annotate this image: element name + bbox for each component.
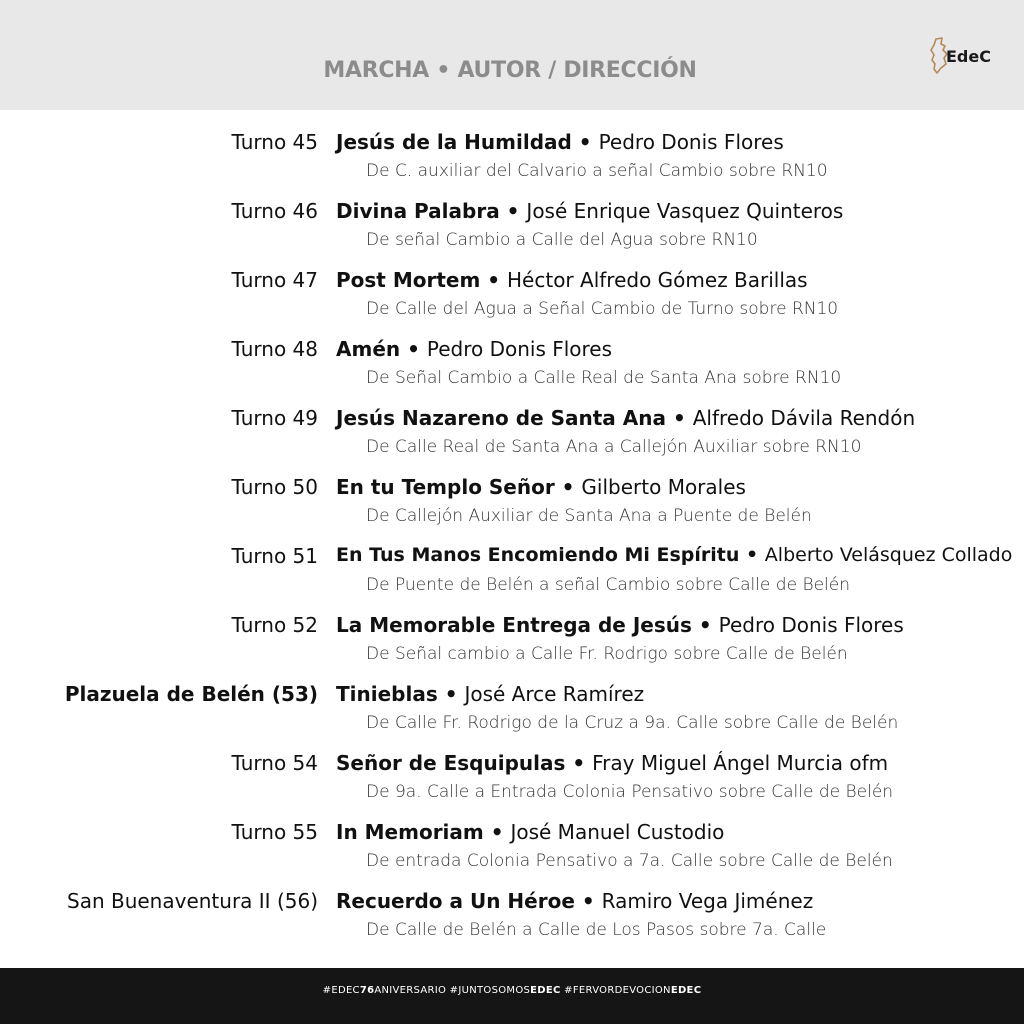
list-item xyxy=(0,613,1024,673)
list-item xyxy=(0,682,1024,742)
hashtag-aniversario-suffix: ANIVERSARIO xyxy=(374,985,447,996)
march-name: Jesús de la Humildad xyxy=(336,130,572,154)
separator: • xyxy=(400,337,427,361)
separator: • xyxy=(574,889,602,913)
route-text: De Calle Fr. Rodrigo de la Cruz a 9a. Calle sobre Calle de Belén xyxy=(366,713,899,733)
separator: • xyxy=(691,613,719,637)
march-line xyxy=(336,199,843,223)
march-name: En Tus Manos Encomiendo Mi Espíritu xyxy=(336,544,740,566)
march-line xyxy=(336,682,644,706)
hashtag-aniversario-prefix: #EDEC xyxy=(322,985,360,996)
march-name: In Memoriam xyxy=(336,820,484,844)
turn-label: Turno 45 xyxy=(231,130,318,154)
turn-label: Turno 54 xyxy=(231,751,318,775)
march-name: Amén xyxy=(336,337,401,361)
turn-label: Turno 55 xyxy=(231,820,318,844)
turn-label: Turno 52 xyxy=(231,613,318,637)
march-name: Jesús Nazareno de Santa Ana xyxy=(336,406,666,430)
hashtags xyxy=(0,985,1024,996)
march-line xyxy=(336,337,612,361)
turn-label: Turno 47 xyxy=(231,268,318,292)
hashtag-juntosomos-prefix: #JUNTOSOMOS xyxy=(446,985,531,996)
route-text: De C. auxiliar del Calvario a señal Cambio sobre RN10 xyxy=(366,161,828,181)
edec-logo xyxy=(928,36,1000,76)
march-name: Recuerdo a Un Héroe xyxy=(336,889,575,913)
hashtag-fervor-prefix: #FERVORDEVOCION xyxy=(560,985,671,996)
march-author: José Manuel Custodio xyxy=(510,820,725,844)
route-text: De Callejón Auxiliar de Santa Ana a Puente de Belén xyxy=(366,506,812,526)
page-title: MARCHA • AUTOR / DIRECCIÓN xyxy=(323,58,697,83)
turn-label: Plazuela de Belén (53) xyxy=(64,682,318,706)
separator: • xyxy=(739,544,765,566)
march-line xyxy=(336,751,888,775)
footer-bar xyxy=(0,968,1024,1024)
route-text: De 9a. Calle a Entrada Colonia Pensativo sobre Calle de Belén xyxy=(366,782,894,802)
march-line xyxy=(336,613,904,637)
list-item xyxy=(0,751,1024,811)
march-name: Tinieblas xyxy=(336,682,438,706)
march-name: Divina Palabra xyxy=(336,199,500,223)
route-text: De Puente de Belén a señal Cambio sobre Calle de Belén xyxy=(366,575,850,595)
list-item xyxy=(0,889,1024,949)
separator: • xyxy=(499,199,527,223)
march-author: Pedro Donis Flores xyxy=(718,613,904,637)
separator: • xyxy=(554,475,582,499)
march-author: Pedro Donis Flores xyxy=(598,130,784,154)
logo-text: EdeC xyxy=(946,47,991,66)
list-item xyxy=(0,475,1024,535)
separator: • xyxy=(565,751,593,775)
march-line xyxy=(336,406,915,430)
march-line xyxy=(336,130,784,154)
separator: • xyxy=(437,682,465,706)
turn-label: Turno 46 xyxy=(231,199,318,223)
route-text: De Señal cambio a Calle Fr. Rodrigo sobre Calle de Belén xyxy=(366,644,848,664)
march-line xyxy=(336,475,746,499)
list-item xyxy=(0,544,1024,604)
march-author: Alfredo Dávila Rendón xyxy=(692,406,916,430)
separator: • xyxy=(483,820,511,844)
route-text: De Calle Real de Santa Ana a Callejón Auxiliar sobre RN10 xyxy=(366,437,862,457)
hashtag-aniversario-number: 76 xyxy=(359,985,375,996)
hashtag-juntosomos-brand: EDEC xyxy=(530,985,561,996)
march-line xyxy=(336,889,813,913)
march-name: Señor de Esquipulas xyxy=(336,751,566,775)
turn-label: Turno 48 xyxy=(231,337,318,361)
march-line xyxy=(336,820,724,844)
march-name: La Memorable Entrega de Jesús xyxy=(336,613,692,637)
march-author: Alberto Velásquez Collado xyxy=(764,544,1013,566)
list-item xyxy=(0,130,1024,190)
march-author: Fray Miguel Ángel Murcia ofm xyxy=(592,751,889,775)
route-text: De señal Cambio a Calle del Agua sobre RN10 xyxy=(366,230,758,250)
march-author: Héctor Alfredo Gómez Barillas xyxy=(507,268,808,292)
list-item xyxy=(0,268,1024,328)
list-item xyxy=(0,820,1024,880)
march-author: Pedro Donis Flores xyxy=(426,337,613,361)
separator: • xyxy=(480,268,508,292)
march-author: José Arce Ramírez xyxy=(464,682,645,706)
separator: • xyxy=(665,406,693,430)
march-author: Gilberto Morales xyxy=(581,475,746,499)
route-text: De Calle del Agua a Señal Cambio de Turno sobre RN10 xyxy=(366,299,839,319)
list-item xyxy=(0,337,1024,397)
march-name: En tu Templo Señor xyxy=(336,475,555,499)
turn-label: Turno 50 xyxy=(231,475,318,499)
turn-label: Turno 49 xyxy=(231,406,318,430)
turn-label: Turno 51 xyxy=(231,544,318,568)
march-line xyxy=(336,544,1012,566)
separator: • xyxy=(571,130,599,154)
turn-label: San Buenaventura II (56) xyxy=(67,889,318,913)
list-item xyxy=(0,199,1024,259)
route-text: De entrada Colonia Pensativo a 7a. Calle sobre Calle de Belén xyxy=(366,851,893,871)
route-text: De Calle de Belén a Calle de Los Pasos sobre 7a. Calle xyxy=(366,920,827,940)
march-name: Post Mortem xyxy=(336,268,481,292)
hashtag-fervor-brand: EDEC xyxy=(670,985,702,996)
march-line xyxy=(336,268,808,292)
march-author: Ramiro Vega Jiménez xyxy=(601,889,814,913)
march-author: José Enrique Vasquez Quinteros xyxy=(526,199,844,223)
route-text: De Señal Cambio a Calle Real de Santa Ana sobre RN10 xyxy=(366,368,842,388)
header-bar xyxy=(0,0,1024,110)
list-item xyxy=(0,406,1024,466)
